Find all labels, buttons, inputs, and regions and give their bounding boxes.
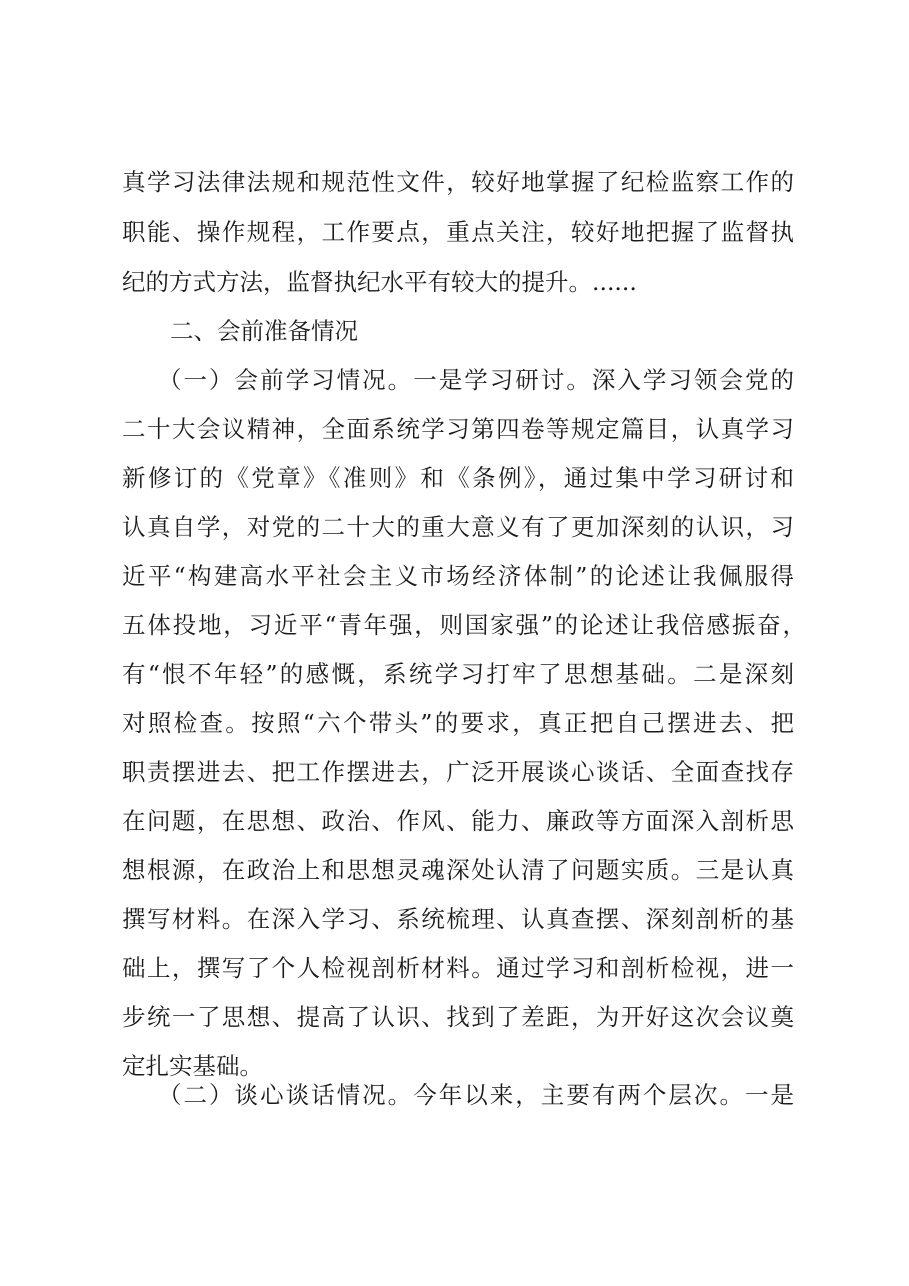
section-heading	[0, 311, 909, 351]
text-line-content: 五体投地，习近平“青年强，则国家强”的论述让我倍感振奋，	[122, 611, 806, 639]
text-line	[0, 507, 909, 547]
text-line	[0, 997, 909, 1037]
text-line-content: 近平“构建高水平社会主义市场经济体制”的论述让我佩服得	[122, 562, 794, 590]
section-heading-text: 二、会前准备情况	[170, 317, 358, 345]
text-line-content: 新修订的《党章》《准则》和《条例》，通过集中学习研讨和	[122, 464, 794, 492]
text-line	[0, 360, 909, 400]
text-line	[0, 262, 909, 302]
text-line-content: （二）谈心谈话情况。今年以来，主要有两个层次。一是	[158, 1081, 794, 1109]
text-line	[0, 850, 909, 890]
text-line-content: 真学习法律法规和规范性文件，较好地掌握了纪检监察工作的	[122, 168, 794, 196]
text-line	[0, 409, 909, 449]
text-line	[0, 556, 909, 596]
text-line-content: 步统一了思想、提高了认识、找到了差距，为开好这次会议奠	[122, 1003, 794, 1031]
text-line	[0, 703, 909, 743]
text-line-content: 二十大会议精神，全面系统学习第四卷等规定篇目，认真学习	[122, 415, 794, 443]
text-line-content: 职责摆进去、把工作摆进去，广泛开展谈心谈话、全面查找存	[122, 758, 794, 786]
text-line	[0, 752, 909, 792]
text-line-content: 有“恨不年轻”的感慨，系统学习打牢了思想基础。二是深刻	[122, 660, 794, 688]
text-line	[0, 948, 909, 988]
text-line	[0, 458, 909, 498]
text-line	[0, 162, 909, 202]
text-line-content: 础上，撰写了个人检视剖析材料。通过学习和剖析检视，进一	[122, 954, 794, 982]
text-line	[0, 605, 909, 645]
text-line	[0, 212, 909, 252]
text-line-content: 对照检查。按照“六个带头”的要求，真正把自己摆进去、把	[122, 709, 794, 737]
text-line-content: 想根源，在政治上和思想灵魂深处认清了问题实质。三是认真	[122, 856, 794, 884]
text-line-content: 定扎实基础。	[122, 1052, 263, 1080]
text-line-content: 纪的方式方法，监督执纪水平有较大的提升。......	[122, 268, 637, 296]
text-line-content: 撰写材料。在深入学习、系统梳理、认真查摆、深刻剖析的基	[122, 905, 794, 933]
text-line	[0, 654, 909, 694]
text-line	[0, 801, 909, 841]
text-line	[0, 899, 909, 939]
text-line-content: （一）会前学习情况。一是学习研讨。深入学习领会党的	[158, 366, 794, 394]
text-line-content: 职能、操作规程，工作要点，重点关注，较好地把握了监督执	[122, 218, 794, 246]
text-line-content: 认真自学，对党的二十大的重大意义有了更加深刻的认识，习	[122, 513, 794, 541]
text-line-content: 在问题，在思想、政治、作风、能力、廉政等方面深入剖析思	[122, 807, 794, 835]
text-line	[0, 1075, 909, 1115]
